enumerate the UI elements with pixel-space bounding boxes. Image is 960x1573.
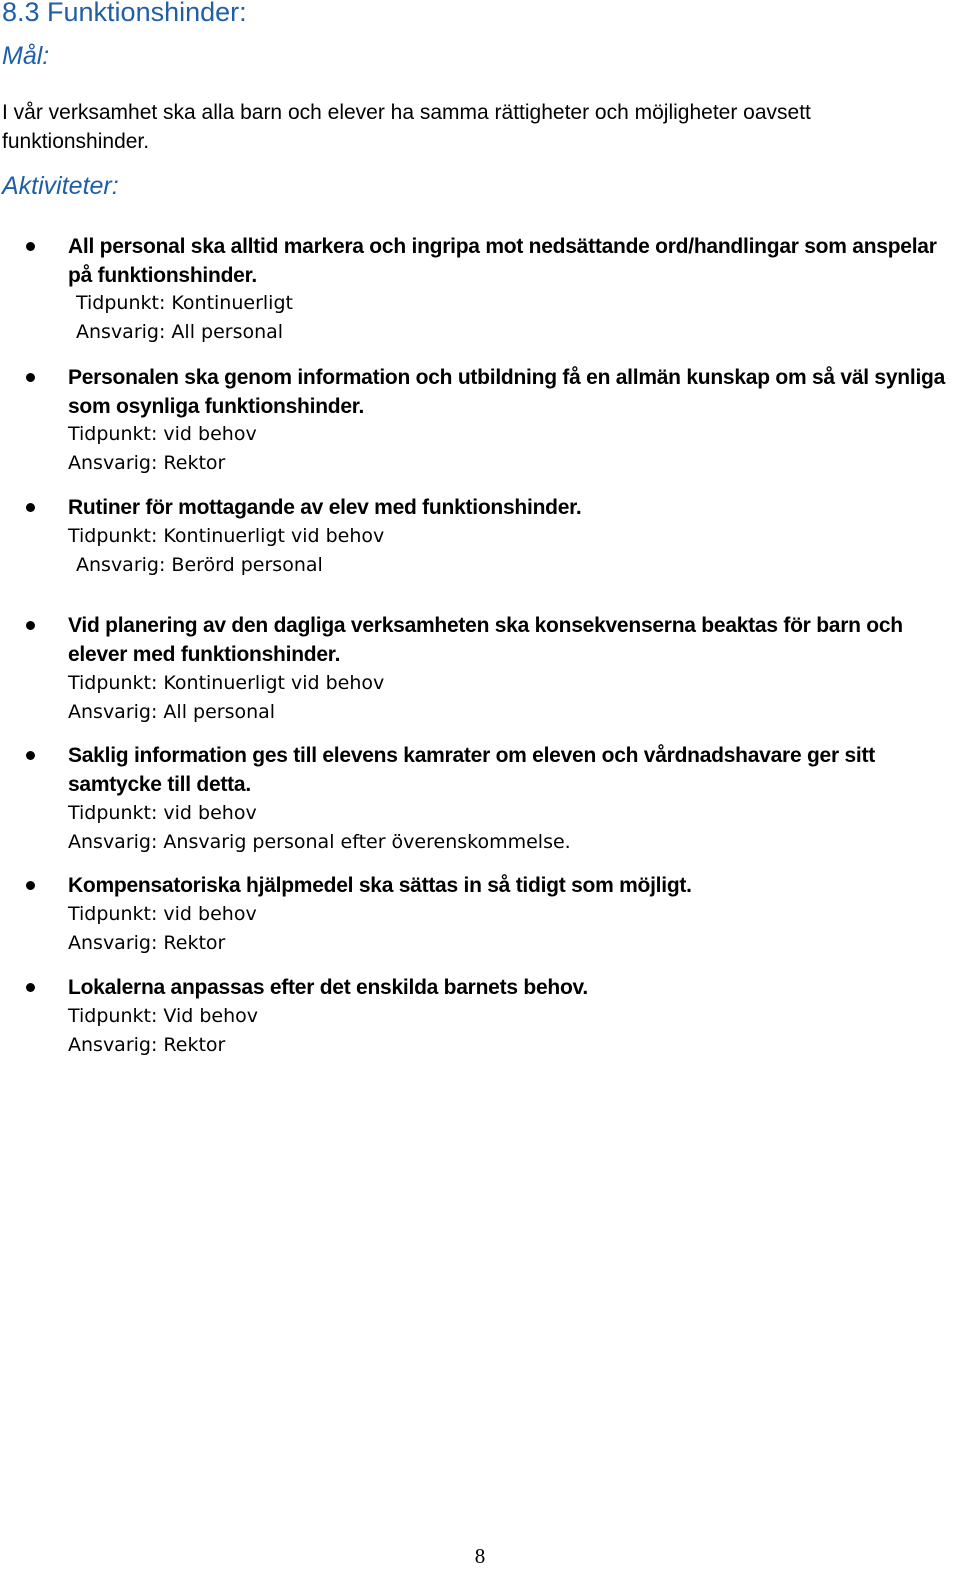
activity-tidpunkt: Tidpunkt: vid behov xyxy=(68,423,257,445)
activity-tidpunkt: Tidpunkt: Vid behov xyxy=(68,1005,259,1027)
bullet-icon xyxy=(26,242,35,251)
activity-title: Lokalerna anpassas efter det enskilda barnets behov. xyxy=(68,976,588,999)
goal-label: Mål: xyxy=(2,42,50,70)
activity-ansvarig: Ansvarig: Ansvarig personal efter överenskommelse. xyxy=(68,831,571,853)
activity-tidpunkt: Tidpunkt: vid behov xyxy=(68,802,257,824)
bullet-icon xyxy=(26,983,35,992)
section-heading: 8.3 Funktionshinder: xyxy=(2,0,247,27)
activity-title: Vid planering av den dagliga verksamheten ska konsekvenserna beaktas för barn och elever med funktionshinder. xyxy=(68,614,903,666)
activity-tidpunkt: Tidpunkt: Kontinuerligt vid behov xyxy=(68,525,385,547)
bullet-icon xyxy=(26,881,35,890)
activity-tidpunkt: Tidpunkt: Kontinuerligt vid behov xyxy=(68,672,385,694)
activity-title: All personal ska alltid markera och ingripa mot nedsättande ord/handlingar som anspelar på funktionshinder. xyxy=(68,235,937,287)
activity-title: Kompensatoriska hjälpmedel ska sättas in så tidigt som möjligt. xyxy=(68,874,692,897)
activity-title: Rutiner för mottagande av elev med funktionshinder. xyxy=(68,496,582,519)
activity-ansvarig: Ansvarig: Rektor xyxy=(68,932,226,954)
bullet-icon xyxy=(26,621,35,630)
activity-title: Personalen ska genom information och utbildning få en allmän kunskap om så väl synliga som osynliga funktionshinder. xyxy=(68,366,946,418)
activity-title: Saklig information ges till elevens kamrater om eleven och vårdnadshavare ger sitt samtycke till detta. xyxy=(68,744,875,796)
bullet-icon xyxy=(26,373,35,382)
bullet-icon xyxy=(26,503,35,512)
activity-tidpunkt: Tidpunkt: vid behov xyxy=(68,903,257,925)
activity-tidpunkt: Tidpunkt: Kontinuerligt xyxy=(76,292,293,314)
page-number: 8 xyxy=(474,1544,486,1568)
activity-ansvarig: Ansvarig: Berörd personal xyxy=(76,554,323,576)
activity-ansvarig: Ansvarig: Rektor xyxy=(68,1034,226,1056)
activities-label: Aktiviteter: xyxy=(2,172,119,200)
bullet-icon xyxy=(26,751,35,760)
activity-ansvarig: Ansvarig: All personal xyxy=(76,321,284,343)
activity-ansvarig: Ansvarig: Rektor xyxy=(68,452,226,474)
goal-text: I vår verksamhet ska alla barn och elever ha samma rättigheter och möjligheter oavsett funktionshinder. xyxy=(2,101,811,153)
activity-ansvarig: Ansvarig: All personal xyxy=(68,701,276,723)
